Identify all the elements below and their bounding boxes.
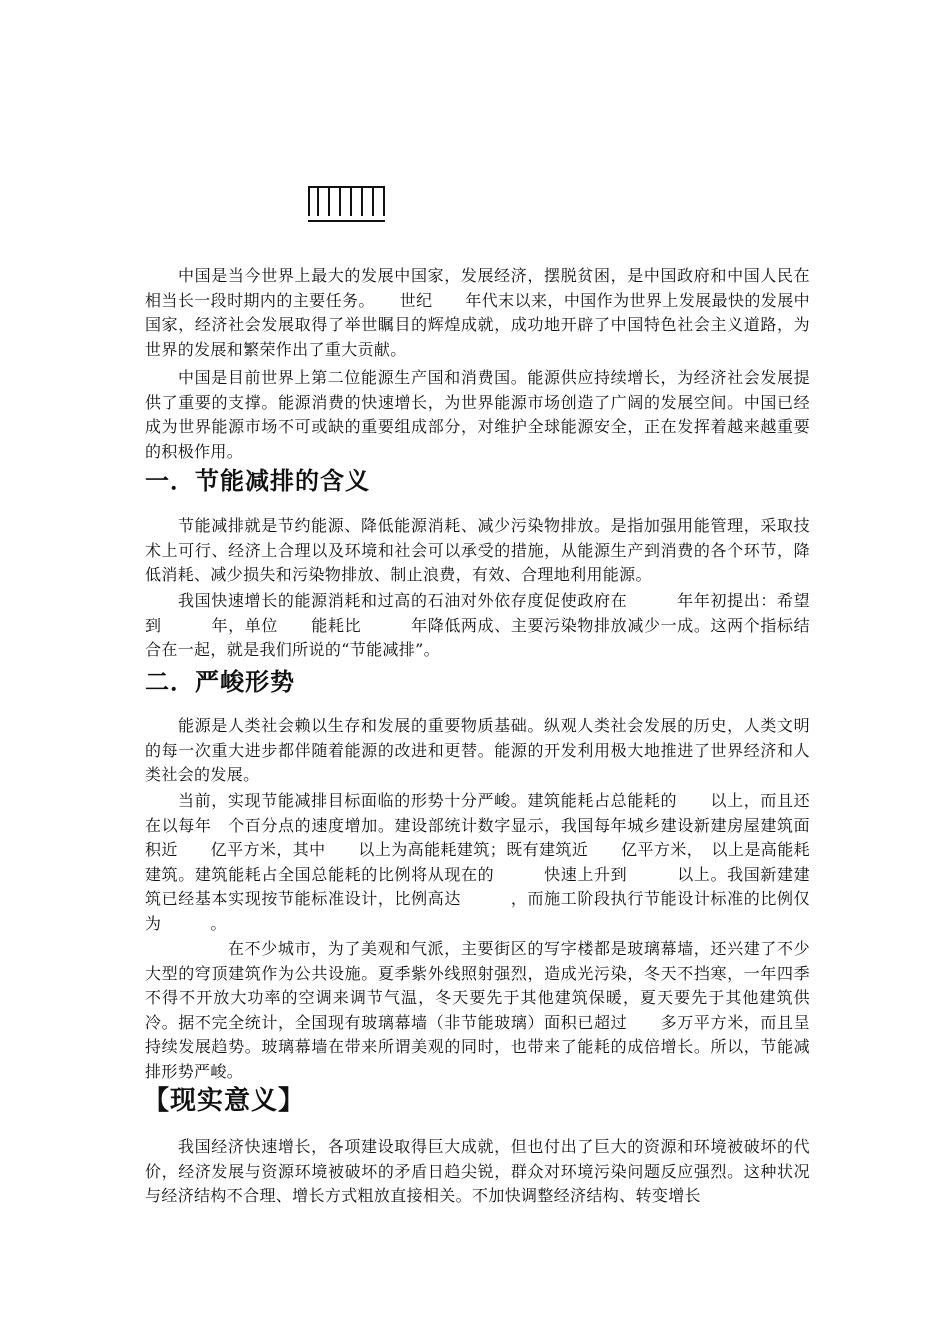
heading-section-2: 二．严峻形势: [145, 667, 295, 696]
title-glyph-box: [330, 186, 341, 216]
title-glyph-box: [341, 186, 352, 216]
title-glyph-box: [352, 186, 363, 216]
heading-section-1: 一．节能减排的含义: [145, 466, 370, 495]
paragraph-glass-curtain: 在不少城市，为了美观和气派，主要街区的写字楼都是玻璃幕墙，还兴建了不少大型的穹顶建筑作为公共设施。夏季紫外线照射强烈，造成光污染，冬天不挡寒，一年四季不得不开放大功率的空调来调节气温，冬天要先于其他建筑保暖，夏天要先于其他建筑供冷。据不完全统计，全国现有玻璃幕墙（非节能玻璃）面积已超过 多万平方米，而且呈持续发展趋势。玻璃幕墙在带来所谓美观的同时，也带来了能耗的成倍增长。所以，节能减排形势严峻。: [145, 939, 810, 1081]
heading-practical-significance: 【现实意义】: [143, 1086, 306, 1116]
title-glyph-box: [374, 186, 385, 216]
paragraph-policy: 我国快速增长的能源消耗和过高的石油对外依存度促使政府在 年年初提出：希望到 年，单位 能耗比 年降低两成、主要污染物排放减少一成。这两个指标结合在一起，就是我们所说的“节能减排”。: [145, 591, 810, 659]
paragraph-significance: 我国经济快速增长，各项建设取得巨大成就，但也付出了巨大的资源和环境被破坏的代价，经济发展与资源环境被破坏的矛盾日趋尖锐，群众对环境污染问题反应强烈。这种状况与经济结构不合理、增长方式粗放直接相关。不加快调整经济结构、转变增长: [145, 1137, 810, 1205]
title-glyph-box: [363, 186, 374, 216]
document-title-placeholder: [308, 186, 385, 222]
title-glyph-box: [308, 186, 319, 216]
title-glyph-box: [319, 186, 330, 216]
paragraph-definition: 节能减排就是节约能源、降低能源消耗、减少污染物排放。是指加强用能管理，采取技术上可行、经济上合理以及环境和社会可以承受的措施，从能源生产到消费的各个环节，降低消耗、减少损失和污染物排放、制止浪费，有效、合理地利用能源。: [145, 516, 810, 584]
paragraph-energy-foundation: 能源是人类社会赖以生存和发展的重要物质基础。纵观人类社会发展的历史，人类文明的每一次重大进步都伴随着能源的改进和更替。能源的开发利用极大地推进了世界经济和人类社会的发展。: [145, 716, 810, 784]
paragraph-intro-development: 中国是当今世界上最大的发展中国家，发展经济，摆脱贫困，是中国政府和中国人民在相当长一段时期内的主要任务。 世纪 年代末以来，中国作为世界上发展最快的发展中国家，经济社会发展取得了举世瞩目的辉煌成就，成功地开辟了中国特色社会主义道路，为世界的发展和繁荣作出了重大贡献。: [145, 266, 810, 359]
paragraph-building-energy: 当前，实现节能减排目标面临的形势十分严峻。建筑能耗占总能耗的 以上，而且还在以每年 个百分点的速度增加。建设部统计数字显示，我国每年城乡建设新建房屋建筑面积近 亿平方米，其中 以上为高能耗建筑；既有建筑近 亿平方米， 以上是高能耗建筑。建筑能耗占全国总能耗的比例将从现在的 快速上升到 以上。我国新建建筑已经基本实现按节能标准设计，比例高达 ，而施工阶段执行节能设计标准的比例仅为 。: [145, 791, 810, 933]
paragraph-intro-energy: 中国是目前世界上第二位能源生产国和消费国。能源供应持续增长，为经济社会发展提供了重要的支撑。能源消费的快速增长，为世界能源市场创造了广阔的发展空间。中国已经成为世界能源市场不可或缺的重要组成部分，对维护全球能源安全，正在发挥着越来越重要的积极作用。: [145, 368, 810, 461]
